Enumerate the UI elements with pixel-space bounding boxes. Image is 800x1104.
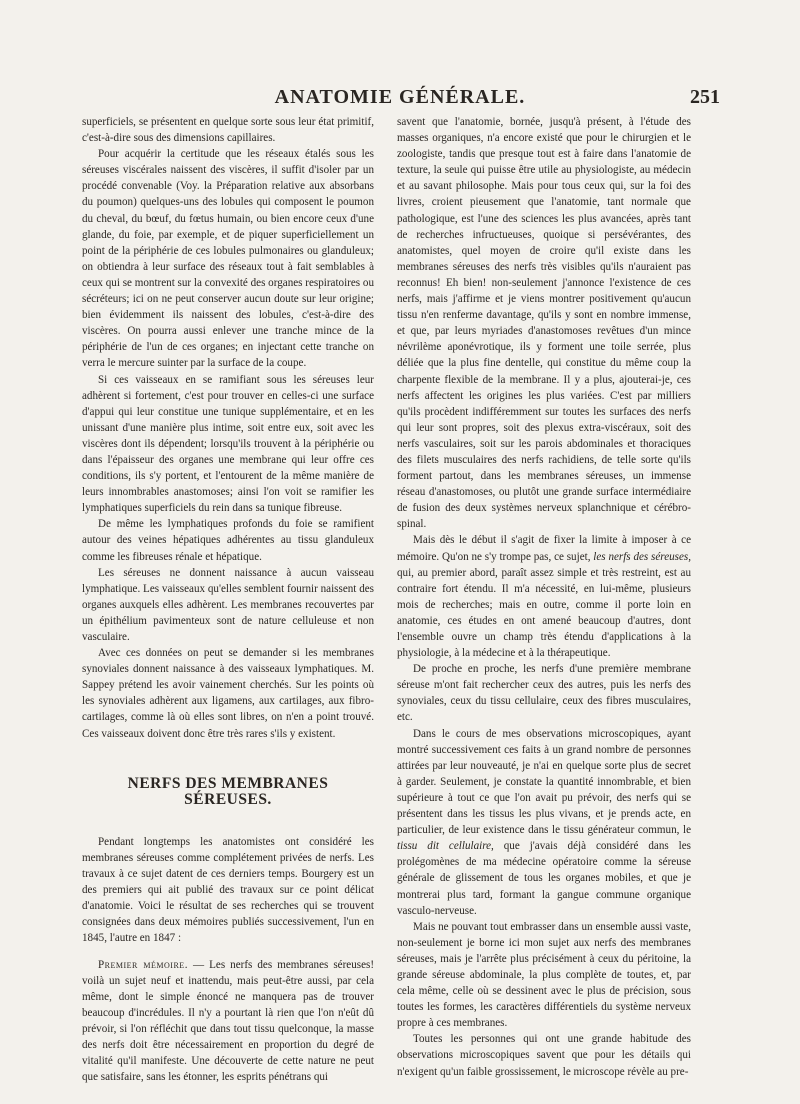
right-paragraph-4 xyxy=(397,726,691,919)
right-paragraph-1: savent que l'anatomie, bornée, jusqu'à présent, à l'étude des masses organiques, n'a encore existé que pour le chirurgien et le zoologiste, tandis que presque tout est à faire dans l'anatomie de texture, la seule qui puisse être utile au physiologiste, au médecin et au savant philosophe. Mais pour tous ceux qui, sur la foi des livres, croient pieusement que l'anatomie, tant normale que pathologique, est l'une des sciences les plus avancées, après tant de recherches infructueuses, quoique si persévérantes, des anatomistes, quel moyen de croire qu'il existe dans les membranes séreuses des nerfs très visibles qu'ils n'auraient pas reconnus! Eh bien! non-seulement j'annonce l'existence de ces nerfs, mais j'affirme et je viens montrer positivement qu'aucun tissu n'en renferme davantage, qu'ils y sont en nombre immense, et que, par leurs myriades d'anastomoses revêtues d'un mince névrilème aponévrotique, ils y forment une toile serrée, plus déliée que la plus fine dentelle, qui constitue du même coup la charpente flexible de la membrane. Il y a plus, ajouterai-je, ces nerfs affectent les origines les plus variées. C'est par milliers qu'ils procèdent indifféremment sur toutes les surfaces des nerfs qui leur sont propres, soit des plexus extra-viscéraux, soit des nerfs vasculaires, soit sur les parois abdominales et thoraciques des filets musculaires des nerfs rachidiens, de telle sorte qu'ils forment partout, dans les membranes séreuses, un immense réseau d'anastomoses, ou plutôt une grande surface intermédiaire de fusion des deux systèmes nerveux splanchnique et cérébro-spinal. xyxy=(397,116,691,531)
right-paragraph-2-b: qui, au premier abord, paraît assez simple et très restreint, est au contraire fort étendu. Il m'a nécessité, en lui-même, plusieurs mois de recherches; mais en outre, comme il porte loin en anatomie, ces études en ont amené beaucoup d'autres, dont l'ensemble ouvre un champ très étendu d'applications à la physiologie, à la médecine et à la thérapeutique. xyxy=(397,566,691,660)
right-paragraph-4-emphasis: tissu dit cellulaire, xyxy=(397,840,494,853)
left-paragraph-3: Si ces vaisseaux en se ramifiant sous les séreuses leur adhèrent si fortement, c'est pour trouver en celles-ci une surface d'appui qui leur constitue une tunique supplémentaire, et en les unissant d'une manière plus intime, soit entre eux, soit avec les viscères dont ils dépendent; lorsqu'ils trouvent à la périphérie ou dans l'épaisseur des organes une membrane qui leur offre ces conditions, ils s'y portent, et l'entourent de la même manière de leurs innombrables anastomoses; ainsi l'on voit se ramifier les lymphatiques superficiels du rein dans sa tunique fibreuse. xyxy=(82,373,374,515)
right-paragraph-2 xyxy=(397,532,691,661)
right-paragraph-6: Toutes les personnes qui ont une grande habitude des observations microscopiques savent que pour les détails qui n'exigent qu'un faible grossissement, le microscope révèle au pre- xyxy=(397,1033,691,1078)
left-paragraph-8 xyxy=(82,957,374,1086)
header-title: ANATOMIE GÉNÉRALE. xyxy=(274,86,526,108)
right-paragraph-4-b: que j'avais déjà considéré dans les prolégomènes de ma médecine opératoire comme la séreuse générale de glissement de tous les organes mobiles, et que je montrerai plus tard, formant la gangue commune organique vasculo-nerveuse. xyxy=(397,840,691,917)
running-head xyxy=(80,86,720,112)
right-paragraph-2-a: Mais dès le début il s'agit de fixer la limite à imposer à ce mémoire. Qu'on ne s'y trompe pas, ce sujet, xyxy=(397,534,691,563)
right-paragraph-2-emphasis: les nerfs des séreuses, xyxy=(593,550,691,563)
memoir-text: — Les nerfs des membranes séreuses! voilà un sujet neuf et inattendu, mais peut-être aussi, par cela même, dont le simple énoncé ne manquera pas de trouver beaucoup d'incrédules. Il n'y a pourtant là rien que l'on n'eût dû prévoir, si l'on réfléchit que dans tout tissu quelconque, la masse des nerfs doit être nécessairement en proportion du degré de vitalité qu'il manifeste. Une découverte de cette nature ne peut que satisfaire, sans les étonner, les esprits pénétrans qui xyxy=(82,958,375,1084)
page-number: 251 xyxy=(690,86,720,108)
left-paragraph-5: Les séreuses ne donnent naissance à aucun vaisseau lymphatique. Les vaisseaux qu'elles semblent fournir naissent des organes auxquels elles adhèrent. Les membranes recouvertes par un épithélium pavimenteux sont de nature celluleuse et non vasculaire. xyxy=(82,566,374,643)
left-paragraph-7: Pendant longtemps les anatomistes ont considéré les membranes séreuses comme complétement privées de nerfs. Les travaux à ce sujet datent de ces derniers temps. Bourgery est un des premiers qui ait publié des travaux sur ce point délicat d'anatomie. Voici le résultat de ses recherches qui se trouvent consignées dans deux mémoires publiés successivement, l'un en 1845, l'autre en 1847 : xyxy=(82,835,374,945)
left-paragraph-4: De même les lymphatiques profonds du foie se ramifient autour des veines hépatiques adhérentes au tissu glanduleux comme les fibreuses rénale et hépatique. xyxy=(82,518,374,563)
left-paragraph-6: Avec ces données on peut se demander si les membranes synoviales donnent naissance à des vaisseaux lymphatiques. M. Sappey prétend les avoir vainement cherchés. Sur les points où les synoviales adhèrent aux ligamens, aux cartilages, aux fibro-cartilages, comme là où elles sont libres, on n'en a point trouvé. Ces vaisseaux doivent donc être très rares s'ils y existent. xyxy=(82,647,374,740)
memoir-lead: Premier mémoire. xyxy=(98,958,188,971)
left-paragraph-1: superficiels, se présentent en quelque sorte sous leur état primitif, c'est-à-dire sous des dimensions capillaires. xyxy=(82,116,374,145)
section-title: NERFS DES MEMBRANES SÉREUSES. xyxy=(127,774,329,808)
right-paragraph-4-a: Dans le cours de mes observations microscopiques, ayant montré successivement ces faits à un grand nombre de personnes attirées par leur nouveauté, je n'ai en quelque sorte plus de secret à garder. Seulement, je constate la quantité innombrable, et bien supérieure à tout ce que l'on avait pu prévoir, des nerfs qui se présentent dans les tissus les plus vivans, et je prends acte, en particulier, de leur existence dans le tissu générateur commun, le xyxy=(397,727,691,837)
right-paragraph-3: De proche en proche, les nerfs d'une première membrane séreuse m'ont fait rechercher ceux des autres, puis les nerfs des synoviales, ceux du tissu cellulaire, ceux des fibres musculaires, etc. xyxy=(397,663,691,724)
right-paragraph-5: Mais ne pouvant tout embrasser dans un ensemble aussi vaste, non-seulement je borne ici mon sujet aux nerfs des membranes séreuses, mais je l'arrête plus précisément à ceux du péritoine, la grande séreuse abdominale, la plus complète de toutes, et, par cela même, celle où se dessinent avec le plus de précision, sous toutes les formes, les caractères différentiels du système nerveux propre à ces membranes. xyxy=(397,920,691,1030)
left-paragraph-2: Pour acquérir la certitude que les réseaux étalés sous les séreuses viscérales naissent des viscères, il suffit d'isoler par un procédé convenable (Voy. la Préparation relative aux absorbans du poumon) quelques-uns des lobules qui composent le poumon du cheval, du bœuf, du fœtus humain, ou bien encore ceux d'une glande, du foie, par exemple, et de piquer superficiellement un point de la périphérie de ces lobules pulmonaires ou glanduleux; on obtiendra à leur surface des réseaux tout à fait semblables à ceux qui se montrent sur la convexité des organes respiratoires ou sécréteurs; ici on ne peut conserver aucun doute sur leur origine; bien évidemment ils naissent des lobules, c'est-à-dire des viscères. On pourra aussi enlever une tranche mince de la périphérie de l'un de ces organes; en injectant cette tranche on verra le mercure suinter par la surface de la coupe. xyxy=(82,148,374,370)
right-column xyxy=(397,114,691,1080)
left-column xyxy=(82,114,374,1085)
